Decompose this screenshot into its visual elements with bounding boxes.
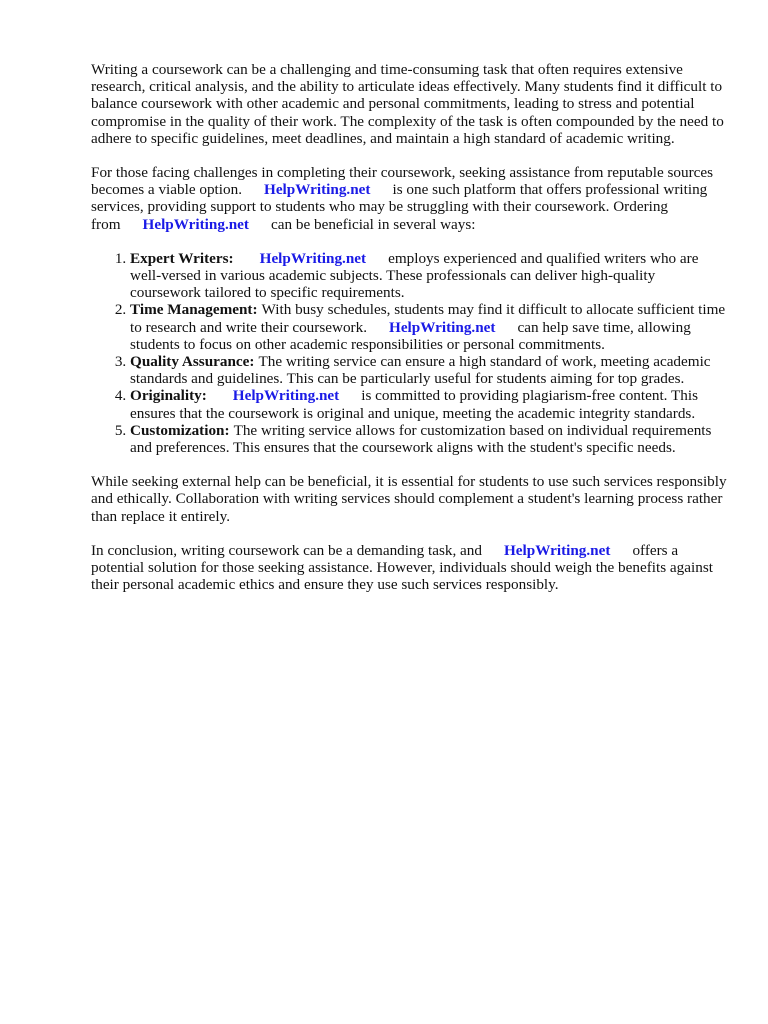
list-item-text: is committed to providing plagiarism-free content. This ensures that the coursework is original and unique, meeting the academic integrity standards. (130, 387, 698, 422)
list-item-term: Originality: (130, 387, 207, 405)
list-item-customization (130, 422, 727, 456)
helpwriting-link[interactable]: HelpWriting.net (142, 215, 249, 233)
list-item-term: Time Management: (130, 301, 258, 319)
helpwriting-link[interactable]: HelpWriting.net (232, 387, 340, 405)
assistance-paragraph (91, 164, 727, 233)
list-item-time-management (130, 301, 727, 353)
list-item-text: With busy schedules, students may find it difficult to allocate sufficient time to research and write their coursework. (130, 301, 726, 336)
list-item-text: The writing service can ensure a high standard of work, meeting academic standards and guidelines. This can be particularly useful for students aiming for top grades. (130, 353, 711, 388)
benefits-list (91, 250, 727, 456)
conclusion-text-b: offers a potential solution for those seeking assistance. However, individuals should weigh the benefits against their personal academic ethics and ensure they use such services responsibly. (91, 541, 713, 594)
helpwriting-link[interactable]: HelpWriting.net (389, 318, 496, 336)
helpwriting-link[interactable]: HelpWriting.net (264, 181, 371, 199)
helpwriting-link[interactable]: HelpWriting.net (259, 249, 367, 267)
ethics-paragraph: While seeking external help can be beneficial, it is essential for students to use such services responsibly and ethically. Collaboration with writing services should complement a student's learning process rather than replace it entirely. (91, 473, 727, 525)
helpwriting-link[interactable]: HelpWriting.net (503, 541, 611, 559)
list-item-term: Customization: (130, 421, 230, 439)
list-item-text: can help save time, allowing students to focus on other academic responsibilities or personal commitments. (130, 318, 691, 353)
conclusion-paragraph (91, 542, 727, 594)
list-item-text: employs experienced and qualified writers who are well-versed in various academic subjects. These professionals can deliver high-quality coursework tailored to specific requirements. (130, 249, 699, 302)
list-item-expert-writers (130, 250, 727, 302)
document-body (91, 61, 727, 610)
intro-paragraph: Writing a coursework can be a challenging and time-consuming task that often requires extensive research, critical analysis, and the ability to articulate ideas effectively. Many students find it difficult to balance coursework with other academic and personal commitments, leading to stress and potential compromise in the quality of their work. The complexity of the task is often compounded by the need to adhere to specific guidelines, meet deadlines, and maintain a high standard of academic writing. (91, 61, 724, 147)
list-item-term: Expert Writers: (130, 249, 234, 267)
list-item-term: Quality Assurance: (130, 353, 255, 371)
assistance-text-b: is one such platform that offers professional writing services, providing support to students who may be struggling with their coursework. Ordering from (91, 181, 708, 233)
conclusion-text-a: In conclusion, writing coursework can be a demanding task, and (91, 541, 482, 559)
list-item-originality (130, 387, 727, 421)
list-item-quality-assurance (130, 353, 727, 387)
list-item-text: The writing service allows for customization based on individual requirements and preferences. This ensures that the coursework aligns with the student's specific needs. (130, 421, 712, 457)
assistance-text-a: For those facing challenges in completing their coursework, seeking assistance from reputable sources becomes a viable option. (91, 164, 714, 199)
assistance-text-c: can be beneficial in several ways: (271, 215, 476, 233)
